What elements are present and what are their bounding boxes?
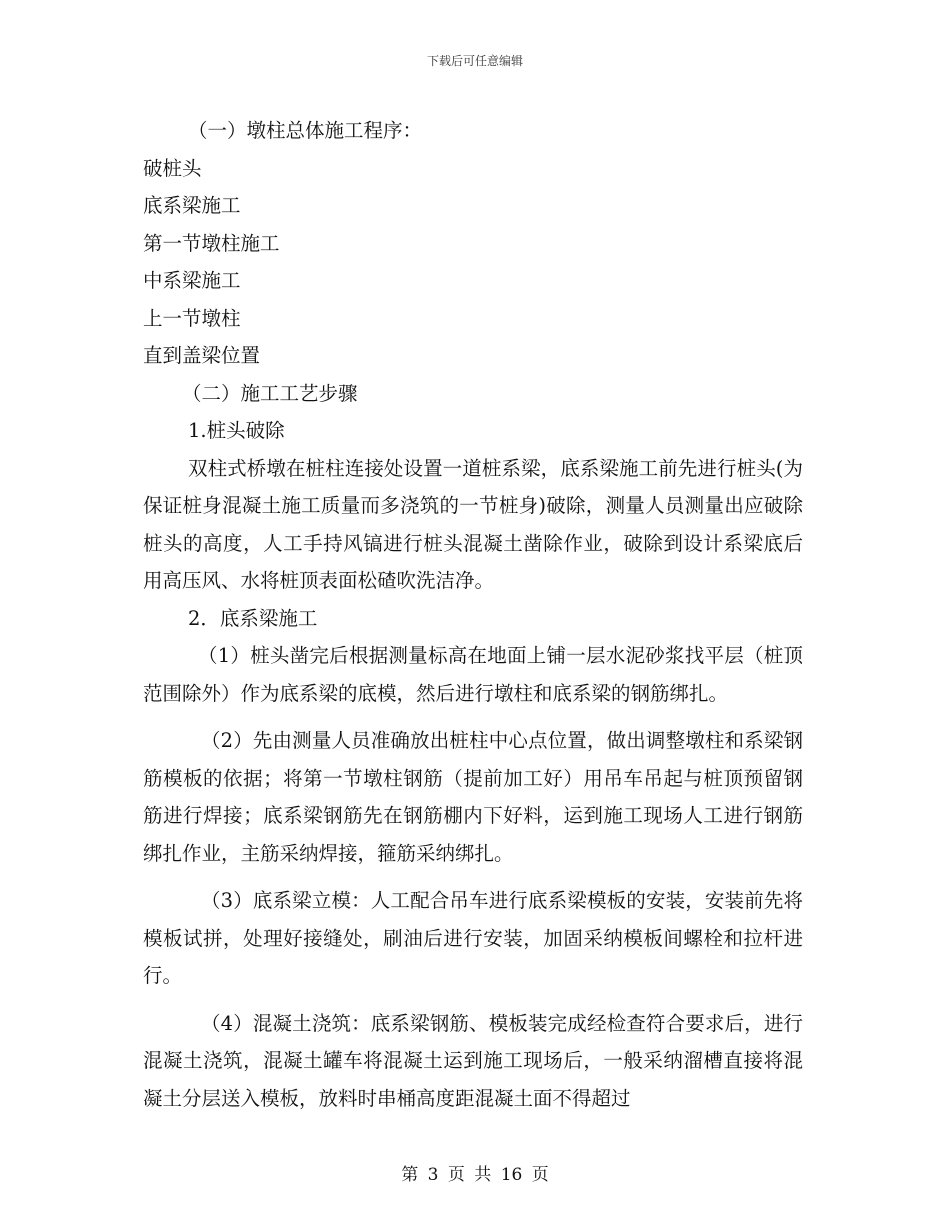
section-heading-process-steps: （二）施工工艺步骤 [182, 381, 358, 405]
step-break-pile-head: 破桩头 [143, 156, 202, 180]
step-to-cap-beam: 直到盖梁位置 [143, 344, 261, 367]
paragraph-step-2: （2）先由测量人员准确放出桩柱中心点位置，做出调整墩柱和系梁钢筋模板的依据；将第一节墩柱钢筋（提前加工好）用吊车吊起与桩顶预留钢筋进行焊接；底系梁钢筋先在钢筋棚内下好料，运到施工现场人工进行钢筋绑扎作业，主筋采纳焊接，箍筋采纳绑扎。 [143, 729, 803, 865]
document-body [143, 112, 803, 1117]
paragraph-step-3: （3）底系梁立模：人工配合吊车进行底系梁模板的安装，安装前先将模板试拼，处理好接缝处，刷油后进行安装，加固采纳模板间螺栓和拉杆进行。 [143, 889, 803, 987]
page-header: 下载后可任意编辑 [426, 54, 523, 68]
paragraph-step-1: （1）桩头凿完后根据测量标高在地面上铺一层水泥砂浆找平层（桩顶范围除外）作为底系梁的底模，然后进行墩柱和底系梁的钢筋绑扎。 [143, 644, 803, 705]
step-middle-tie-beam: 中系梁施工 [143, 269, 241, 292]
step-first-pier-column: 第一节墩柱施工 [143, 231, 280, 255]
section-heading-procedure: （一）墩柱总体施工程序： [188, 119, 423, 142]
paragraph-step-4: （4）混凝土浇筑：底系梁钢筋、模板装完成经检查符合要求后，进行混凝土浇筑，混凝土罐车将混凝土运到施工现场后，一般采纳溜槽直接将混凝土分层送入模板，放料时串桶高度距混凝土面不得超过 [143, 1011, 803, 1110]
subheading-pile-head-removal: 1.桩头破除 [188, 419, 285, 442]
subheading-bottom-tie-beam: 2．底系梁施工 [188, 606, 318, 630]
step-bottom-tie-beam: 底系梁施工 [143, 194, 241, 217]
page-number: 第 3 页 共 16 页 [401, 1165, 549, 1185]
step-upper-pier-column: 上一节墩柱 [143, 306, 241, 330]
paragraph-pile-head-removal: 双柱式桥墩在桩柱连接处设置一道桩系梁，底系梁施工前先进行桩头(为保证桩身混凝土施工质量而多浇筑的一节桩身)破除，测量人员测量出应破除桩头的高度，人工手持风镐进行桩头混凝土凿除作业，破除到设计系梁底后用高压风、水将桩顶表面松碴吹洗洁净。 [143, 456, 803, 592]
